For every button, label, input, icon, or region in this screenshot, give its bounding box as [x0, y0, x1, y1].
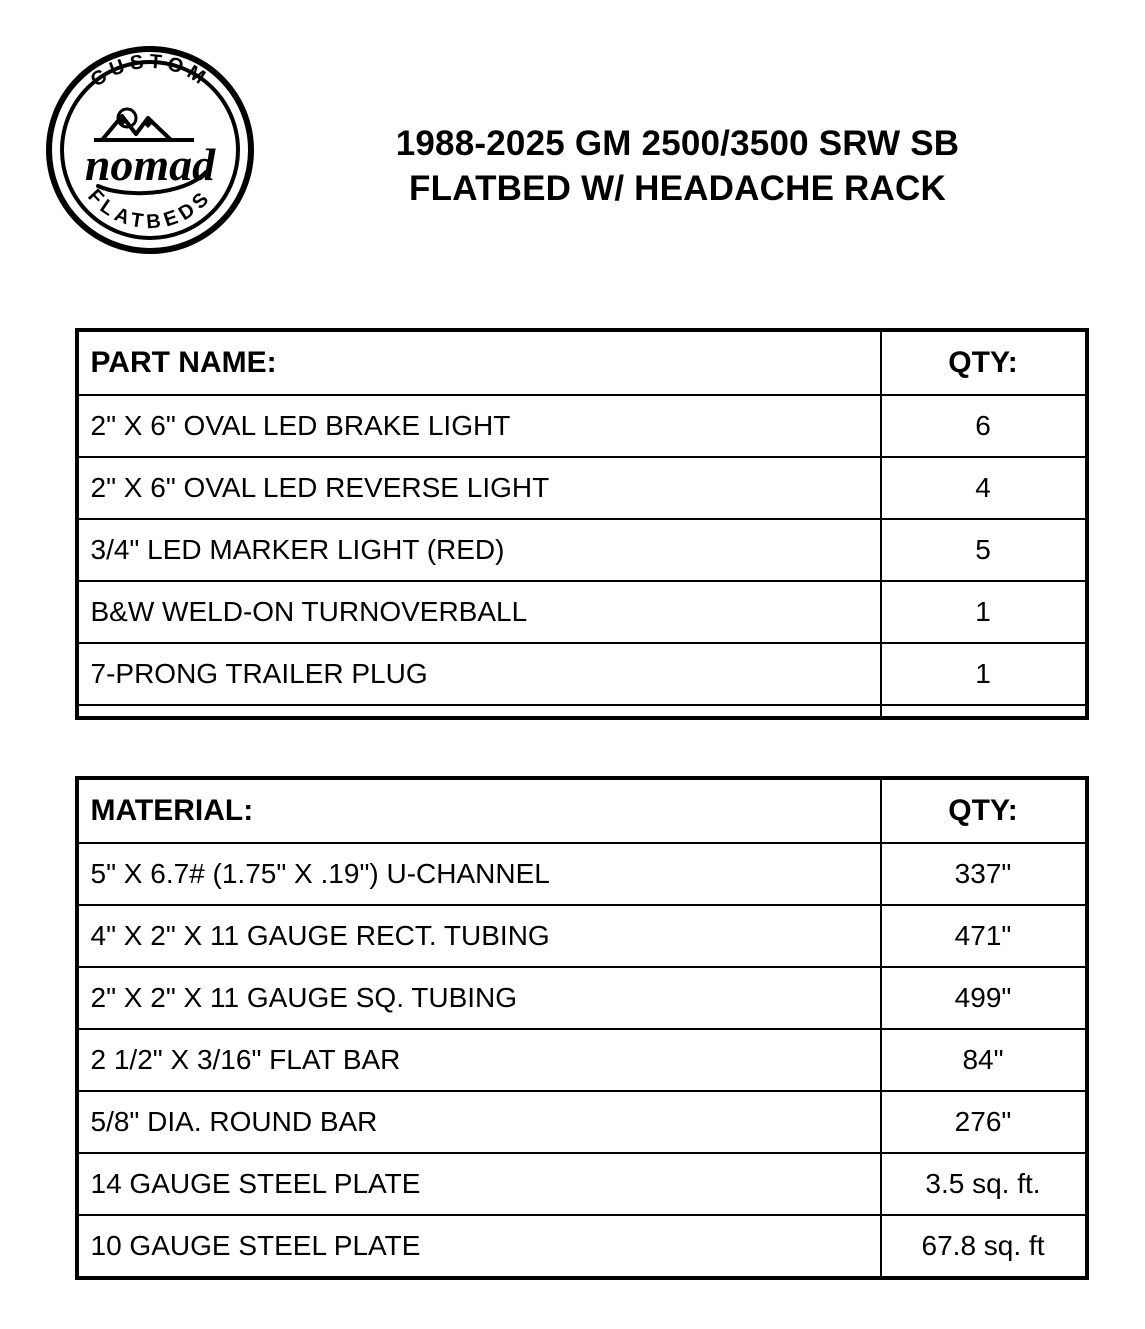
- material-qty: 67.8 sq. ft: [881, 1215, 1087, 1278]
- material-name: 5" X 6.7# (1.75" X .19") U-CHANNEL: [77, 843, 881, 905]
- material-name: 2 1/2" X 3/16" FLAT BAR: [77, 1029, 881, 1091]
- material-name: 2" X 2" X 11 GAUGE SQ. TUBING: [77, 967, 881, 1029]
- table-row: [77, 1091, 1087, 1153]
- table-row: [77, 519, 1087, 581]
- table-row: [77, 905, 1087, 967]
- table-row: [77, 967, 1087, 1029]
- material-header-qty: QTY:: [881, 778, 1087, 843]
- parts-table-container: [75, 328, 1071, 720]
- parts-header-qty: QTY:: [881, 330, 1087, 395]
- material-qty: 276": [881, 1091, 1087, 1153]
- parts-table: [75, 328, 1089, 720]
- page-title: [300, 44, 1145, 212]
- part-qty: 1: [881, 581, 1087, 643]
- part-name: 3/4" LED MARKER LIGHT (RED): [77, 519, 881, 581]
- table-row: [77, 395, 1087, 457]
- table-row: [77, 1215, 1087, 1278]
- material-name: 10 GAUGE STEEL PLATE: [77, 1215, 881, 1278]
- svg-text:CUSTOM: CUSTOM: [86, 50, 214, 92]
- part-name: B&W WELD-ON TURNOVERBALL: [77, 581, 881, 643]
- document-header: [0, 0, 1145, 256]
- table-row: [77, 1153, 1087, 1215]
- part-name: 2" X 6" OVAL LED REVERSE LIGHT: [77, 457, 881, 519]
- material-qty: 499": [881, 967, 1087, 1029]
- part-qty: 1: [881, 643, 1087, 705]
- part-name: 2" X 6" OVAL LED BRAKE LIGHT: [77, 395, 881, 457]
- table-row: [77, 843, 1087, 905]
- mountain-sun-icon: [94, 109, 194, 140]
- table-header-row: [77, 778, 1087, 843]
- material-qty: 84": [881, 1029, 1087, 1091]
- parts-header-name: PART NAME:: [77, 330, 881, 395]
- material-name: 4" X 2" X 11 GAUGE RECT. TUBING: [77, 905, 881, 967]
- part-qty: 4: [881, 457, 1087, 519]
- material-table-container: [75, 776, 1071, 1280]
- material-name: 5/8" DIA. ROUND BAR: [77, 1091, 881, 1153]
- material-qty: 3.5 sq. ft.: [881, 1153, 1087, 1215]
- table-row: [77, 643, 1087, 705]
- table-header-row: [77, 330, 1087, 395]
- logo-container: [0, 44, 300, 256]
- part-qty: 6: [881, 395, 1087, 457]
- part-qty: 5: [881, 519, 1087, 581]
- material-header-name: MATERIAL:: [77, 778, 881, 843]
- material-qty: 337": [881, 843, 1087, 905]
- material-qty: 471": [881, 905, 1087, 967]
- table-row: [77, 1029, 1087, 1091]
- table-row: [77, 581, 1087, 643]
- title-line-1: 1988-2025 GM 2500/3500 SRW SB: [395, 124, 960, 163]
- table-trailing-row: [77, 705, 1087, 718]
- table-row: [77, 457, 1087, 519]
- title-line-2: FLATBED W/ HEADACHE RACK: [409, 168, 946, 208]
- nomad-custom-flatbeds-logo: [44, 44, 256, 256]
- material-table: [75, 776, 1089, 1280]
- svg-text:FLATBEDS: FLATBEDS: [83, 185, 217, 234]
- part-name: 7-PRONG TRAILER PLUG: [77, 643, 881, 705]
- material-name: 14 GAUGE STEEL PLATE: [77, 1153, 881, 1215]
- svg-text:nomad: nomad: [84, 139, 216, 190]
